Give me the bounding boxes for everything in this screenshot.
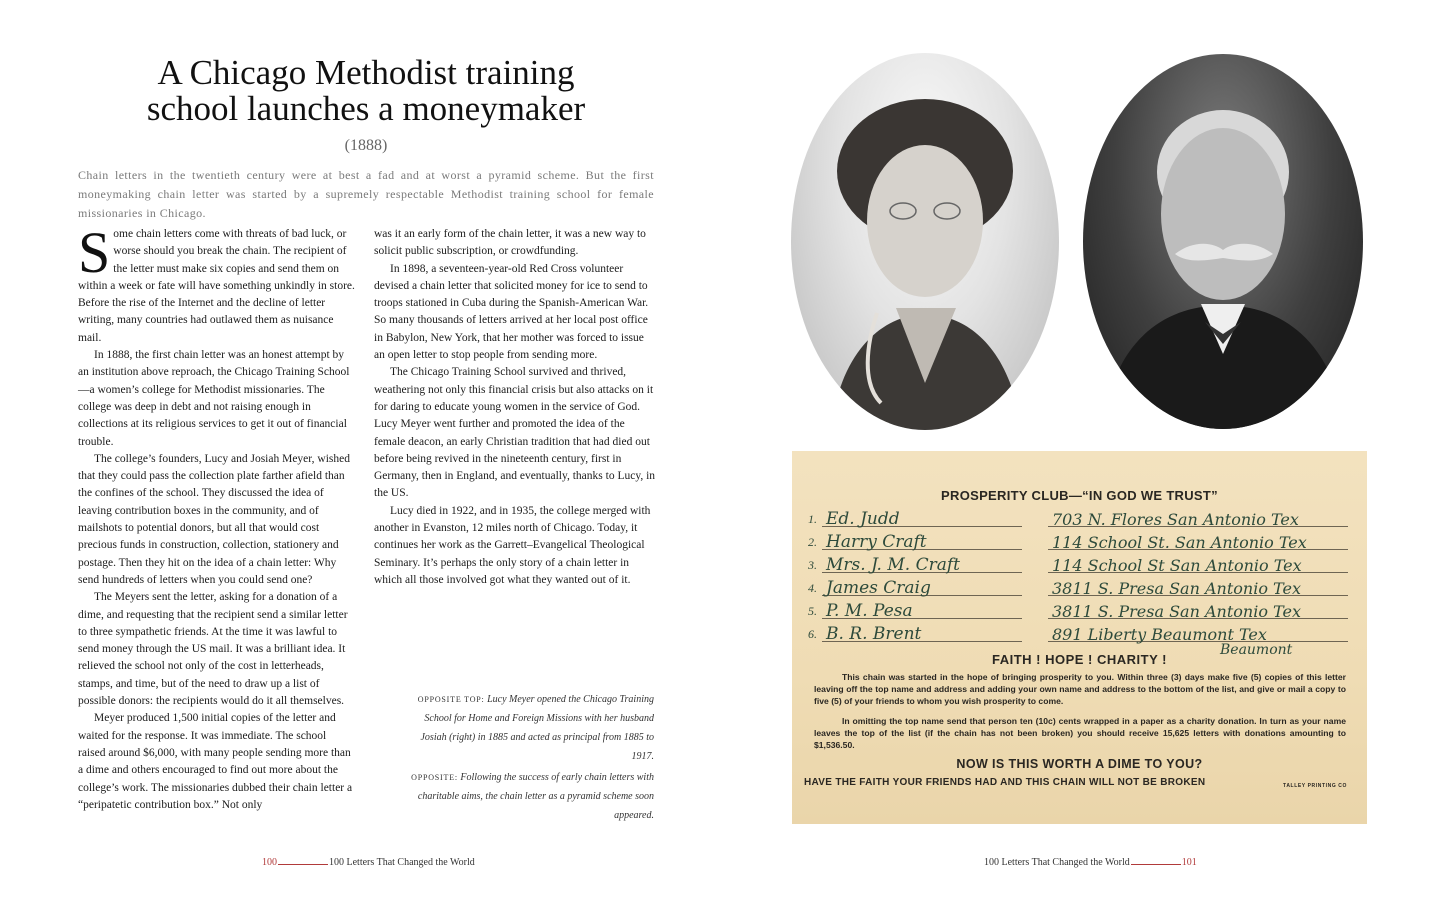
body-paragraph: Some chain letters come with threats of bad luck, or worse should you break the chain. The recipient of the letter must make six copies and send them on within a week or fate will have something unkindly in store. Before the rise of the Internet and the decline of letter writing, many countries had outlawed them as nuisance mail.: [78, 220, 355, 344]
portrait-lucy-meyer: [791, 53, 1059, 430]
body-paragraph: Meyer produced 1,500 initial copies of the letter and waited for the response. It was immediate. The school raised around $6,000, with many people sending more than a dime and others encouraged to find out more about the college’s work. The missionaries dubbed their chain letter a “peripatetic contribution box.” Not only: [78, 712, 353, 811]
letter-row: [808, 530, 1363, 552]
portrait-josiah-meyer: [1083, 54, 1363, 429]
title-line-2: school launches a moneymaker: [146, 89, 586, 128]
letter-row: [808, 507, 1363, 529]
row-name: Harry Craft: [826, 532, 927, 552]
body-column-right: [374, 226, 656, 589]
printer-credit: TALLEY PRINTING CO: [1283, 783, 1347, 789]
caption-label: OPPOSITE:: [411, 773, 458, 782]
letter-donation-terms: In omitting the top name send that person ten (10c) cents wrapped in a paper as a charity donation. In turn as your name leaves the top of the list (if the chain has not been broken) you should receive 15,625 letters with donations amounting to $1,536.50.: [814, 716, 1346, 750]
folio-left: [262, 857, 475, 868]
row-address: 891 Liberty Beaumont Tex: [1052, 625, 1267, 644]
page-number: 101: [1181, 857, 1197, 868]
body-paragraph: The Meyers sent the letter, asking for a donation of a dime, and requesting that the recipient send a similar letter to three sympathetic friends. At the time it was lawful to send money through the US mail. It was a brilliant idea. It relieved the school not only of the cost in letterheads, stamps, and time, but of the need to draw up a list of possible donors: the recipients would do it all themselves.: [78, 591, 348, 708]
body-paragraph: was it an early form of the chain letter, it was a new way to solicit public subscription, or crowdfunding.: [374, 228, 646, 258]
row-name: Ed. Judd: [826, 509, 900, 529]
row-number: 3.: [808, 558, 817, 572]
folio-right: [984, 857, 1197, 868]
row-number: 1.: [808, 512, 817, 526]
letter-row: [808, 576, 1363, 598]
portrait-woman-illustration: [791, 53, 1059, 430]
caption-top: [400, 690, 654, 766]
body-paragraph: In 1888, the first chain letter was an honest attempt by an institution above reproach, the Chicago Training School—a women’s college for Methodist missionaries. The college was deep in debt and not raising enough in collections at its religious services to get it out of financial trouble.: [78, 349, 350, 448]
caption-text: Lucy Meyer opened the Chicago Training School for Home and Foreign Missions with her husband Josiah (right) in 1885 and acted as principal from 1885 to 1917.: [420, 694, 654, 762]
chain-letter-image: [792, 451, 1367, 824]
row-address: 703 N. Flores San Antonio Tex: [1052, 510, 1299, 529]
letter-row: [808, 622, 1363, 644]
page-title: [78, 55, 654, 127]
photo-captions: [400, 690, 654, 827]
body-paragraph: The Chicago Training School survived and thrived, weathering not only this financial crisis but also attacks on it for daring to educate young women in the service of God. Lucy Meyer went further and promoted the idea of the female deacon, an early Christian tradition that had died out before being revived in the nineteenth century, first in Germany, then in England, and eventually, thanks to Lucy, in the US.: [374, 366, 656, 500]
row-name: P. M. Pesa: [826, 601, 913, 621]
body-column-left: [78, 220, 356, 814]
caption-bottom: [400, 768, 654, 825]
letter-faith-line: HAVE THE FAITH YOUR FRIENDS HAD AND THIS CHAIN WILL NOT BE BROKEN: [804, 777, 1206, 788]
handwritten-note: Beaumont: [1220, 642, 1293, 658]
portrait-man-illustration: [1083, 54, 1363, 429]
caption-label: OPPOSITE TOP:: [417, 695, 485, 704]
caption-text: Following the success of early chain letters with charitable aims, the chain letter as a pyramid scheme soon appeared.: [417, 772, 654, 821]
folio-book-title: 100 Letters That Changed the World: [329, 857, 475, 868]
folio-rule: [278, 864, 328, 865]
body-paragraph: In 1898, a seventeen-year-old Red Cross volunteer devised a chain letter that solicited money for ice to send to troops stationed in Cuba during the Spanish-American War. So many thousands of letters arrived at her local post office in Babylon, New York, that her mother was forced to issue an open letter to stop people from sending more.: [374, 262, 649, 362]
year-subtitle: (1888): [344, 137, 388, 154]
row-name: B. R. Brent: [826, 624, 922, 644]
folio-rule: [1131, 864, 1181, 865]
row-number: 5.: [808, 604, 817, 618]
body-paragraph: Lucy died in 1922, and in 1935, the college merged with another in Evanston, 12 miles north of Chicago. Today, it continues her work as the Garrett–Evangelical Theological Seminary. It’s perhaps the only story of a chain letter in which all those involved got what they wanted out of it.: [374, 504, 651, 586]
row-address: 3811 S. Presa San Antonio Tex: [1052, 579, 1301, 598]
intro-paragraph: Chain letters in the twentieth century were at best a fad and at worst a pyramid scheme. But the first moneymaking chain letter was started by a supremely respectable Methodist training school for female missionaries in Chicago.: [78, 168, 654, 220]
page-number: 100: [262, 857, 277, 868]
letter-question: NOW IS THIS WORTH A DIME TO YOU?: [956, 757, 1203, 771]
row-number: 2.: [808, 535, 817, 549]
folio-book-title: 100 Letters That Changed the World: [984, 857, 1130, 868]
letter-motto: FAITH ! HOPE ! CHARITY !: [992, 652, 1167, 667]
row-address: 3811 S. Presa San Antonio Tex: [1052, 602, 1301, 621]
row-number: 6.: [808, 627, 817, 641]
letter-heading: PROSPERITY CLUB—“IN GOD WE TRUST”: [941, 488, 1218, 503]
row-name: Mrs. J. M. Craft: [826, 555, 960, 575]
row-address: 114 School St. San Antonio Tex: [1052, 533, 1307, 552]
letter-row: [808, 599, 1363, 621]
row-name: James Craig: [826, 578, 931, 598]
row-address: 114 School St San Antonio Tex: [1052, 556, 1302, 575]
title-line-1: A Chicago Methodist training: [157, 53, 575, 92]
body-paragraph: The college’s founders, Lucy and Josiah Meyer, wished that they could pass the collection plate farther afield than the confines of the school. They discussed the idea of leaving contribution boxes in the community, and of mailshots to potential donors, but all that would cost precious funds in construction, collection, stationery and postage. Then they hit on the idea of a chain letter: Why send hundreds of letters when you could send one?: [78, 452, 350, 586]
row-number: 4.: [808, 581, 817, 595]
letter-instructions: This chain was started in the hope of bringing prosperity to you. Within three (3) days make five (5) copies of this letter leaving off the top name and address and adding your own name and address to the bottom of the list, and give or mail a copy to five (5) of your friends to whom you wish prosperity to come.: [814, 672, 1346, 706]
letter-row: [808, 553, 1363, 575]
